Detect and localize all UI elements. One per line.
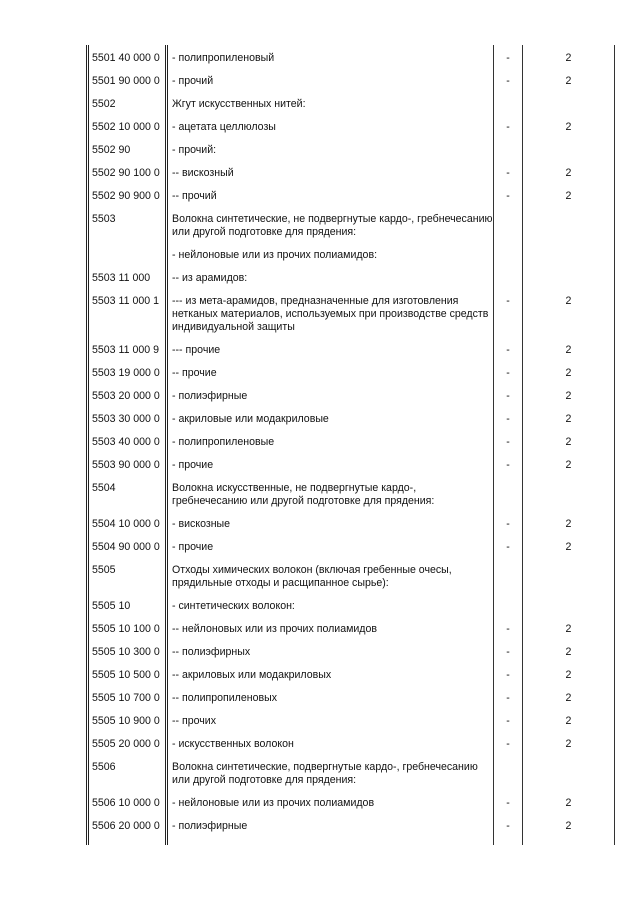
unit-cell (494, 559, 523, 595)
description-cell: - полипропиленовый (167, 45, 494, 70)
description-cell: --- из мета-арамидов, предназначенные для изготовления нетканых материалов, используемых при производстве средств индивидуальной защиты (167, 290, 494, 339)
unit-cell: - (494, 162, 523, 185)
duty-rate-cell: 2 (523, 815, 615, 845)
unit-cell: - (494, 618, 523, 641)
unit-cell: - (494, 710, 523, 733)
description-cell: --- прочие (167, 339, 494, 362)
unit-cell: - (494, 454, 523, 477)
unit-cell: - (494, 513, 523, 536)
commodity-code-cell: 5503 30 000 0 (88, 408, 167, 431)
duty-rate-cell: 2 (523, 408, 615, 431)
table-row (88, 664, 615, 687)
table-row (88, 641, 615, 664)
unit-cell (494, 267, 523, 290)
commodity-code-cell: 5505 10 500 0 (88, 664, 167, 687)
description-cell: -- полиэфирных (167, 641, 494, 664)
unit-cell: - (494, 45, 523, 70)
duty-rate-cell: 2 (523, 454, 615, 477)
unit-cell: - (494, 362, 523, 385)
unit-cell (494, 93, 523, 116)
commodity-code-cell (88, 244, 167, 267)
duty-rate-cell: 2 (523, 70, 615, 93)
commodity-code-cell: 5502 90 900 0 (88, 185, 167, 208)
description-cell: - полипропиленовые (167, 431, 494, 454)
table-row (88, 513, 615, 536)
unit-cell (494, 595, 523, 618)
unit-cell: - (494, 792, 523, 815)
duty-rate-cell: 2 (523, 618, 615, 641)
table-row (88, 139, 615, 162)
table-row (88, 339, 615, 362)
commodity-code-cell: 5506 20 000 0 (88, 815, 167, 845)
table-row (88, 595, 615, 618)
table-row (88, 408, 615, 431)
commodity-code-cell: 5502 90 (88, 139, 167, 162)
commodity-code-cell: 5503 90 000 0 (88, 454, 167, 477)
commodity-code-cell: 5503 19 000 0 (88, 362, 167, 385)
description-cell: - прочий: (167, 139, 494, 162)
table-row (88, 93, 615, 116)
duty-rate-cell (523, 477, 615, 513)
tariff-table (86, 45, 615, 845)
unit-cell (494, 139, 523, 162)
description-cell: -- прочий (167, 185, 494, 208)
duty-rate-cell (523, 595, 615, 618)
table-row (88, 733, 615, 756)
description-cell: - полиэфирные (167, 815, 494, 845)
table-row (88, 267, 615, 290)
unit-cell: - (494, 290, 523, 339)
table-row (88, 687, 615, 710)
description-cell: -- акриловых или модакриловых (167, 664, 494, 687)
duty-rate-cell: 2 (523, 431, 615, 454)
commodity-code-cell: 5503 11 000 9 (88, 339, 167, 362)
duty-rate-cell: 2 (523, 536, 615, 559)
duty-rate-cell (523, 559, 615, 595)
commodity-code-cell: 5506 (88, 756, 167, 792)
commodity-code-cell: 5501 40 000 0 (88, 45, 167, 70)
table-row (88, 290, 615, 339)
commodity-code-cell: 5505 10 900 0 (88, 710, 167, 733)
description-cell: - синтетических волокон: (167, 595, 494, 618)
commodity-code-cell: 5505 10 (88, 595, 167, 618)
duty-rate-cell: 2 (523, 513, 615, 536)
description-cell: -- вискозный (167, 162, 494, 185)
commodity-code-cell: 5503 11 000 1 (88, 290, 167, 339)
table-row (88, 559, 615, 595)
duty-rate-cell: 2 (523, 185, 615, 208)
commodity-code-cell: 5504 10 000 0 (88, 513, 167, 536)
table-row (88, 244, 615, 267)
description-cell: - прочие (167, 454, 494, 477)
table-row (88, 431, 615, 454)
description-cell: Отходы химических волокон (включая гребенные очесы, прядильные отходы и расщипанное сырье): (167, 559, 494, 595)
table-row (88, 756, 615, 792)
unit-cell (494, 244, 523, 267)
description-cell: - ацетата целлюлозы (167, 116, 494, 139)
table-row (88, 45, 615, 70)
description-cell: - искусственных волокон (167, 733, 494, 756)
commodity-code-cell: 5505 20 000 0 (88, 733, 167, 756)
unit-cell: - (494, 185, 523, 208)
commodity-code-cell: 5501 90 000 0 (88, 70, 167, 93)
table-row (88, 618, 615, 641)
description-cell: -- нейлоновых или из прочих полиамидов (167, 618, 494, 641)
duty-rate-cell: 2 (523, 710, 615, 733)
unit-cell (494, 756, 523, 792)
commodity-code-cell: 5505 10 100 0 (88, 618, 167, 641)
commodity-code-cell: 5503 (88, 208, 167, 244)
unit-cell: - (494, 385, 523, 408)
commodity-code-cell: 5502 10 000 0 (88, 116, 167, 139)
duty-rate-cell: 2 (523, 362, 615, 385)
description-cell: - полиэфирные (167, 385, 494, 408)
duty-rate-cell: 2 (523, 687, 615, 710)
table-row (88, 162, 615, 185)
description-cell: Волокна искусственные, не подвергнутые кардо-, гребнечесанию или другой подготовке для прядения: (167, 477, 494, 513)
unit-cell: - (494, 536, 523, 559)
commodity-code-cell: 5504 90 000 0 (88, 536, 167, 559)
duty-rate-cell (523, 756, 615, 792)
description-cell: Волокна синтетические, подвергнутые кардо-, гребнечесанию или другой подготовке для прядения: (167, 756, 494, 792)
description-cell: -- прочие (167, 362, 494, 385)
unit-cell (494, 208, 523, 244)
description-cell: Волокна синтетические, не подвергнутые кардо-, гребнечесанию или другой подготовке для прядения: (167, 208, 494, 244)
duty-rate-cell (523, 244, 615, 267)
table-row (88, 208, 615, 244)
duty-rate-cell (523, 208, 615, 244)
table-row (88, 185, 615, 208)
table-row (88, 70, 615, 93)
unit-cell: - (494, 815, 523, 845)
duty-rate-cell: 2 (523, 385, 615, 408)
unit-cell (494, 477, 523, 513)
commodity-code-cell: 5503 11 000 (88, 267, 167, 290)
duty-rate-cell: 2 (523, 339, 615, 362)
unit-cell: - (494, 70, 523, 93)
description-cell: -- полипропиленовых (167, 687, 494, 710)
commodity-code-cell: 5505 10 300 0 (88, 641, 167, 664)
table-row (88, 116, 615, 139)
unit-cell: - (494, 339, 523, 362)
table-row (88, 536, 615, 559)
commodity-code-cell: 5506 10 000 0 (88, 792, 167, 815)
unit-cell: - (494, 641, 523, 664)
unit-cell: - (494, 116, 523, 139)
description-cell: - нейлоновые или из прочих полиамидов (167, 792, 494, 815)
duty-rate-cell (523, 93, 615, 116)
unit-cell: - (494, 664, 523, 687)
unit-cell: - (494, 687, 523, 710)
duty-rate-cell: 2 (523, 792, 615, 815)
duty-rate-cell: 2 (523, 733, 615, 756)
table-row (88, 477, 615, 513)
table-row (88, 362, 615, 385)
table-row (88, 792, 615, 815)
duty-rate-cell: 2 (523, 641, 615, 664)
description-cell: Жгут искусственных нитей: (167, 93, 494, 116)
duty-rate-cell: 2 (523, 664, 615, 687)
description-cell: -- прочих (167, 710, 494, 733)
duty-rate-cell: 2 (523, 116, 615, 139)
description-cell: - нейлоновые или из прочих полиамидов: (167, 244, 494, 267)
duty-rate-cell: 2 (523, 162, 615, 185)
description-cell: - вискозные (167, 513, 494, 536)
commodity-code-cell: 5502 90 100 0 (88, 162, 167, 185)
commodity-code-cell: 5504 (88, 477, 167, 513)
commodity-code-cell: 5503 20 000 0 (88, 385, 167, 408)
duty-rate-cell (523, 139, 615, 162)
unit-cell: - (494, 408, 523, 431)
table-row (88, 454, 615, 477)
table-row (88, 385, 615, 408)
table-row (88, 710, 615, 733)
commodity-code-cell: 5502 (88, 93, 167, 116)
description-cell: - прочий (167, 70, 494, 93)
description-cell: - прочие (167, 536, 494, 559)
description-cell: - акриловые или модакриловые (167, 408, 494, 431)
unit-cell: - (494, 733, 523, 756)
commodity-code-cell: 5505 10 700 0 (88, 687, 167, 710)
table-row (88, 815, 615, 845)
commodity-code-cell: 5505 (88, 559, 167, 595)
unit-cell: - (494, 431, 523, 454)
duty-rate-cell (523, 267, 615, 290)
commodity-code-cell: 5503 40 000 0 (88, 431, 167, 454)
description-cell: -- из арамидов: (167, 267, 494, 290)
duty-rate-cell: 2 (523, 290, 615, 339)
duty-rate-cell: 2 (523, 45, 615, 70)
